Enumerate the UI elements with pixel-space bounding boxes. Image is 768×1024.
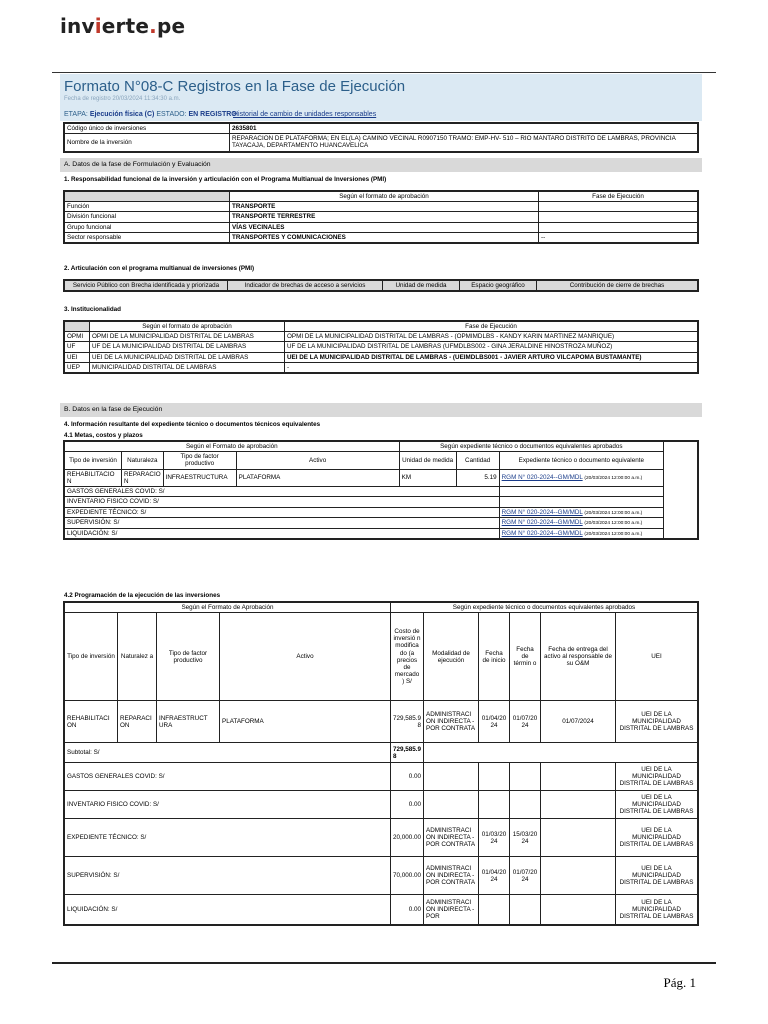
table-cell [541,791,616,819]
table-cell [541,763,616,791]
table-cell: Tipo de factor productivo [163,452,236,469]
table-cell: Modalidad de ejecución [424,613,479,701]
table-cell: Según el Formato de aprobación [65,442,400,452]
table-cell [510,895,541,925]
table-cell: Fase de Ejecución [285,322,698,332]
table-cell: GASTOS GENERALES COVID: S/ [65,763,391,791]
table-cell: LIQUIDACIÓN: S/ [65,528,500,539]
table-cell: OPMI [65,332,90,342]
table-row [65,743,698,763]
table-cell: REPARACIO N [122,469,164,486]
table-cell: UEI DE LA MUNICIPALIDAD DISTRITAL DE LAMBRAS [616,701,698,743]
invierte-logo [60,14,185,38]
subsection-3-heading: 3. Institucionalidad [64,306,122,313]
table-cell: 01/07/20 24 [510,857,541,895]
table-cell: VÍAS VECINALES [230,222,539,232]
table-cell: MUNICIPALIDAD DISTRITAL DE LAMBRAS [90,362,285,372]
section-b-heading: B. Datos en la fase de Ejecución [60,403,702,417]
table-row [65,452,699,469]
table-cell: Sector responsable [65,232,230,242]
table-cell: GASTOS GENERALES COVID: S/ [65,487,500,497]
name-label: Nombre de la inversión [65,134,230,151]
table-row [65,791,698,819]
table-cell: Subtotal: S/ [65,743,391,763]
table-cell: INFRAESTRUCT URA [157,701,220,743]
history-link[interactable]: Historial de cambio de unidades responsables [233,111,377,118]
table-cell: OPMI DE LA MUNICIPALIDAD DISTRITAL DE LAMBRAS - (OPMIMDLBS - KANDY KARIN MARTINEZ MANRIQUE) [285,332,698,342]
table-cell: Unidad de medida [383,281,460,291]
table-cell: REHABILITACI ON [65,701,118,743]
table-cell: UEI DE LA MUNICIPALIDAD DISTRITAL DE LAMBRAS [616,791,698,819]
page-title: Formato N°08-C Registros en la Fase de Ejecución [64,78,406,95]
responsibility-table [64,191,698,243]
table-cell [65,322,90,332]
table-cell: Naturalez a [118,613,157,701]
table-cell: Según el formato de aprobación [230,192,539,202]
table-cell: UF DE LA MUNICIPALIDAD DISTRITAL DE LAMBRAS (UFMDLBS002 - GINA JERALDINE HINOSTROZA MUÑOZ) [285,342,698,352]
table-cell: Función [65,202,230,212]
table-cell: 729,585.9 8 [391,701,424,743]
table-cell: Contribución de cierre de brechas [537,281,698,291]
code-label: Código único de inversiones [65,124,230,134]
subsection-41-heading: 4.1 Metas, costos y plazos [64,432,143,439]
table-row [65,332,698,342]
table-row [65,442,699,452]
table-row [65,528,699,539]
table-cell [499,469,663,486]
table-cell: Cantidad [456,452,499,469]
table-cell: EXPEDIENTE TÉCNICO: S/ [65,507,500,518]
table-cell: ADMINISTRACI ON INDIRECTA - POR CONTRATA [424,857,479,895]
text-span: inv [60,14,95,38]
subsection-1-heading: 1. Responsabilidad funcional de la inversión y articulación con el Programa Multianual de Inversiones (PMI) [64,176,387,183]
table-cell: Activo [236,452,399,469]
table-row [65,701,698,743]
table-cell: ADMINISTRACI ON INDIRECTA - POR CONTRATA [424,819,479,857]
table-cell: Tipo de factor productivo [157,613,220,701]
table-cell: 01/04/20 24 [479,701,510,743]
table-cell: 01/07/20 24 [510,701,541,743]
table-cell: ADMINISTRACI ON INDIRECTA - POR CONTRATA [424,701,479,743]
table-cell: Fecha de entrega del activo al responsable de su O&M [541,613,616,701]
execution-schedule-table [64,602,698,925]
table-row [65,518,699,529]
page-number: Pág. 1 [663,975,696,990]
table-cell: Tipo de inversión [65,452,122,469]
table-cell [424,763,479,791]
document-link[interactable]: RGM N° 020-2024--GM/MDL [501,529,583,537]
subsection-42-heading: 4.2 Programación de la ejecución de las inversiones [64,592,221,599]
name-value: REPARACION DE PLATAFORMA; EN EL(LA) CAMINO VECINAL R0907150 TRAMO: EMP-HV- 510 – RIO MANTARO DISTRITO DE LAMBRAS, PROVINCIA TAYACAJA, DEPARTAMENTO HUANCAVELICA [230,134,698,151]
table-cell: PLATAFORMA [236,469,399,486]
text-span: erte [101,14,150,38]
table-cell: PLATAFORMA [220,701,391,743]
text-span: pe [156,14,186,38]
pmi-table [64,280,698,291]
table-cell: - [285,362,698,372]
table-cell: 729,585.9 8 [391,743,424,763]
table-cell [664,442,699,539]
table-row [65,342,698,352]
institutional-table [64,321,698,373]
table-cell [499,528,663,539]
document-link[interactable]: RGM N° 020-2024--GM/MDL [501,474,583,482]
table-cell [541,857,616,895]
table-cell: UEI DE LA MUNICIPALIDAD DISTRITAL DE LAMBRAS [616,857,698,895]
table-cell: TRANSPORTE TERRESTRE [230,212,539,222]
table-row [65,469,699,486]
table-cell: UF [65,342,90,352]
table-row [65,895,698,925]
table-cell: UEI DE LA MUNICIPALIDAD DISTRITAL DE LAMBRAS - (UEIMDLBS001 - JAVIER ARTURO VILCAPOMA BUSTAMANTE) [285,352,698,362]
table-cell: 0.00 [391,895,424,925]
table-cell: TRANSPORTE [230,202,539,212]
table-cell: Según expediente técnico o documentos equivalentes aprobados [391,603,698,613]
table-cell [424,791,479,819]
table-cell [541,895,616,925]
table-cell [510,763,541,791]
table-cell [499,507,663,518]
section-a-heading: A. Datos de la fase de Formulación y Evaluación [60,158,702,172]
table-cell: -- [539,232,698,242]
table-row [65,819,698,857]
table-cell: 15/03/20 24 [510,819,541,857]
table-cell [479,763,510,791]
table-cell [510,791,541,819]
table-cell: TRANSPORTES Y COMUNICACIONES [230,232,539,242]
table-cell: OPMI DE LA MUNICIPALIDAD DISTRITAL DE LAMBRAS [90,332,285,342]
table-cell: UEI [65,352,90,362]
form-header [60,74,702,121]
table-cell: Expediente técnico o documento equivalente [499,452,663,469]
table-cell: SUPERVISIÓN: S/ [65,518,500,529]
table-cell: Según el formato de aprobación [90,322,285,332]
text-span: (20/03/2024 12:00:00 a.m.) [584,476,643,482]
table-cell [424,743,698,763]
table-cell: 0.00 [391,791,424,819]
table-cell: 01/04/20 24 [479,857,510,895]
table-row [65,362,698,372]
table-cell: Según el Formato de Aprobación [65,603,391,613]
table-cell: EXPEDIENTE TÉCNICO: S/ [65,819,391,857]
text-span: i [94,14,102,38]
table-cell: Activo [220,613,391,701]
table-row [65,232,698,242]
table-cell: SUPERVISIÓN: S/ [65,857,391,895]
table-cell: REPARACI ON [118,701,157,743]
table-cell: 5.19 [456,469,499,486]
registration-date: Fecha de registro 20/03/2024 11:34:30 a.m. [64,96,181,102]
table-cell: Naturaleza [122,452,164,469]
goals-table [64,441,698,539]
table-cell [479,791,510,819]
table-row [65,763,698,791]
table-cell: UF DE LA MUNICIPALIDAD DISTRITAL DE LAMBRAS [90,342,285,352]
table-row [65,212,698,222]
table-cell: UEI DE LA MUNICIPALIDAD DISTRITAL DE LAMBRAS [616,763,698,791]
table-cell: Según expediente técnico o documentos equivalentes aprobados [399,442,663,452]
table-row [65,613,698,701]
table-cell: División funcional [65,212,230,222]
subsection-2-heading: 2. Articulación con el programa multianual de inversiones (PMI) [64,265,255,272]
table-row [65,603,698,613]
table-cell: UEI [616,613,698,701]
table-row [65,281,698,291]
table-cell: Servicio Público con Brecha identificada y priorizada [65,281,228,291]
table-row [65,222,698,232]
text-span: (20/03/2024 12:00:00 a.m.) [584,510,643,516]
text-span: . [149,14,157,38]
table-cell: REHABILITACIO N [65,469,122,486]
table-cell: Fecha de inicio [479,613,510,701]
table-cell: Tipo de inversión [65,613,118,701]
table-row [65,322,698,332]
top-divider [52,72,716,73]
investment-info-table [64,123,698,152]
table-cell: UEI DE LA MUNICIPALIDAD DISTRITAL DE LAMBRAS [616,895,698,925]
table-cell [499,497,663,507]
text-span: ESTADO: [156,111,187,118]
table-cell: UEP [65,362,90,372]
table-cell [479,895,510,925]
code-value: 2635801 [230,124,698,134]
table-cell: Indicador de brechas de acceso a servicios [228,281,383,291]
table-cell: INFRAESTRUCTURA [163,469,236,486]
table-cell [539,212,698,222]
table-cell: KM [399,469,456,486]
table-cell: 70,000.00 [391,857,424,895]
table-cell [65,192,230,202]
text-span: (20/03/2024 12:00:00 a.m.) [584,531,643,537]
table-cell: Fase de Ejecución [539,192,698,202]
bottom-divider [52,962,716,964]
document-link[interactable]: RGM N° 020-2024--GM/MDL [501,508,583,516]
table-cell: Fecha de términ o [510,613,541,701]
table-row [65,857,698,895]
table-row [65,124,698,134]
table-cell: 01/03/20 24 [479,819,510,857]
table-cell [539,202,698,212]
table-cell: UEI DE LA MUNICIPALIDAD DISTRITAL DE LAMBRAS [616,819,698,857]
table-row [65,134,698,151]
table-row [65,487,699,497]
table-row [65,507,699,518]
table-cell [499,487,663,497]
table-cell: INVENTARIO FISICO COVID: S/ [65,791,391,819]
table-row [65,352,698,362]
table-cell [499,518,663,529]
text-span: ETAPA: [64,111,88,118]
subsection-4-heading: 4. Información resultante del expediente técnico o documentos técnicos equivalentes [64,421,321,428]
table-cell: LIQUIDACIÓN: S/ [65,895,391,925]
table-row [65,202,698,212]
table-cell: Unidad de medida [399,452,456,469]
table-cell: 0.00 [391,763,424,791]
table-cell [539,222,698,232]
text-span: (20/03/2024 12:00:00 a.m.) [584,521,643,527]
table-cell: UEI DE LA MUNICIPALIDAD DISTRITAL DE LAMBRAS [90,352,285,362]
table-row [65,497,699,507]
table-cell [541,819,616,857]
document-link[interactable]: RGM N° 020-2024--GM/MDL [501,519,583,527]
table-cell: Grupo funcional [65,222,230,232]
stage-status: ETAPA: Ejecución física (C) ESTADO: EN REGISTRO [64,111,237,118]
table-cell: INVENTARIO FISICO COVID: S/ [65,497,500,507]
table-cell: 20,000.00 [391,819,424,857]
table-cell: 01/07/2024 [541,701,616,743]
table-cell: Espacio geográfico [460,281,537,291]
table-row [65,192,698,202]
table-cell: Costo de inversió n modifica do (a precios de mercado ) S/ [391,613,424,701]
table-cell: ADMINISTRACI ON INDIRECTA - POR [424,895,479,925]
